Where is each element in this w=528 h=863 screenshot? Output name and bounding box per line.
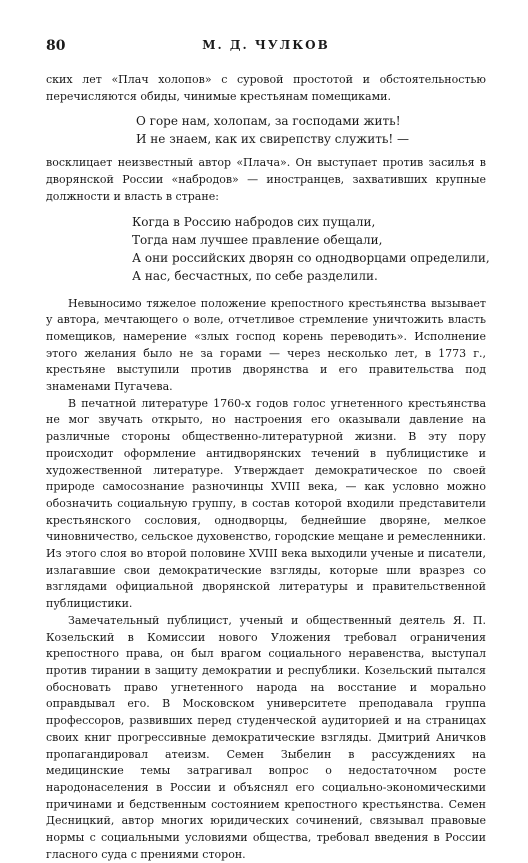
verse-line: А они российских дворян со однодворцами определили, bbox=[132, 250, 490, 265]
running-title: М. Д. ЧУЛКОВ bbox=[202, 38, 330, 52]
paragraph-5: Замечательный публицист, ученый и общественный деятель Я. П. Козельский в Комиссии нового Уложения требовал ограничения крепостного права, он был врагом социального неравенства, выступал против тирании в защиту демократии и республики. Козельский пытался обосновать право угнетенного народа на восстание и морально оправдывал его. В Московском университете преподавала группа профессоров, развивших перед студенческой аудиторией и на страницах своих книг прогрессивные демократические взгляды. Дмитрий Аничков пропагандировал атеизм. Семен Зыбелин в рассуждениях на медицинские темы затрагивал вопрос о недостаточном росте народонаселения в России и объяснял его социально-экономическими причинами и бедственным состоянием крепостного крестьянства. Семен Десницкий, автор многих юридических сочинений, связывал правовые нормы с социальными условиями общества, требовал введения в России гласного суда с прениями сторон. bbox=[46, 613, 486, 861]
paragraph-4: В печатной литературе 1760-х годов голос угнетенного крестьянства не мог звучать открыто, но настроения его оказывали давление на различные стороны общественно-литературной жизни. В эту пору происходит оформление антидворянских течений в публицистике и художественной литературе. Утверждает демократическое по своей природе самосознание разночинцы XVIII века, — как условно можно обозначить социальную группу, в состав которой входили представители крестьянского сословия, однодворцы, беднейшие дворяне, мелкое чиновничество, сельское духовенство, городские мещане и ремесленники. Из этого слоя во второй половине XVIII века выходили ученые и писатели, излагавшие свои демократические взгляды, которые шли вразрез со взглядами официальной дворянской литературы и правительственной публицистики. bbox=[46, 396, 486, 611]
verse-line: И не знаем, как их свирепству служить! — bbox=[136, 132, 409, 147]
verse-line: А нас, бесчастных, по себе разделили. bbox=[132, 268, 378, 283]
verse-2 bbox=[132, 213, 490, 285]
paragraph-1: ских лет «Плач холопов» с суровой простотой и обстоятельностью перечисляются обиды, чинимые крестьянам помещиками. bbox=[46, 73, 486, 103]
book-page bbox=[46, 38, 490, 863]
paragraph-2: восклицает неизвестный автор «Плача». Он выступает против засилья в дворянской России «набродов» — иностранцев, захвативших крупные должности и власть в стране: bbox=[46, 156, 486, 203]
verse-line: Тогда нам лучшее правление обещали, bbox=[132, 232, 383, 247]
page-header bbox=[46, 38, 486, 58]
page-number: 80 bbox=[46, 38, 66, 54]
paragraph-3: Невыносимо тяжелое положение крепостного крестьянства вызывает у автора, мечтающего о воле, отчетливое стремление уничтожить власть помещиков, намерение «злых господ корень переводить». Исполнение этого желания было не за горами — через несколько лет, в 1773 г., крестьяне выступили против дворянства и его правительства под знаменами Пугачева. bbox=[46, 296, 486, 394]
verse-line: О горе нам, холопам, за господами жить! bbox=[136, 114, 401, 129]
verse-1 bbox=[136, 112, 486, 148]
verse-line: Когда в Россию набродов сих пущали, bbox=[132, 214, 376, 229]
